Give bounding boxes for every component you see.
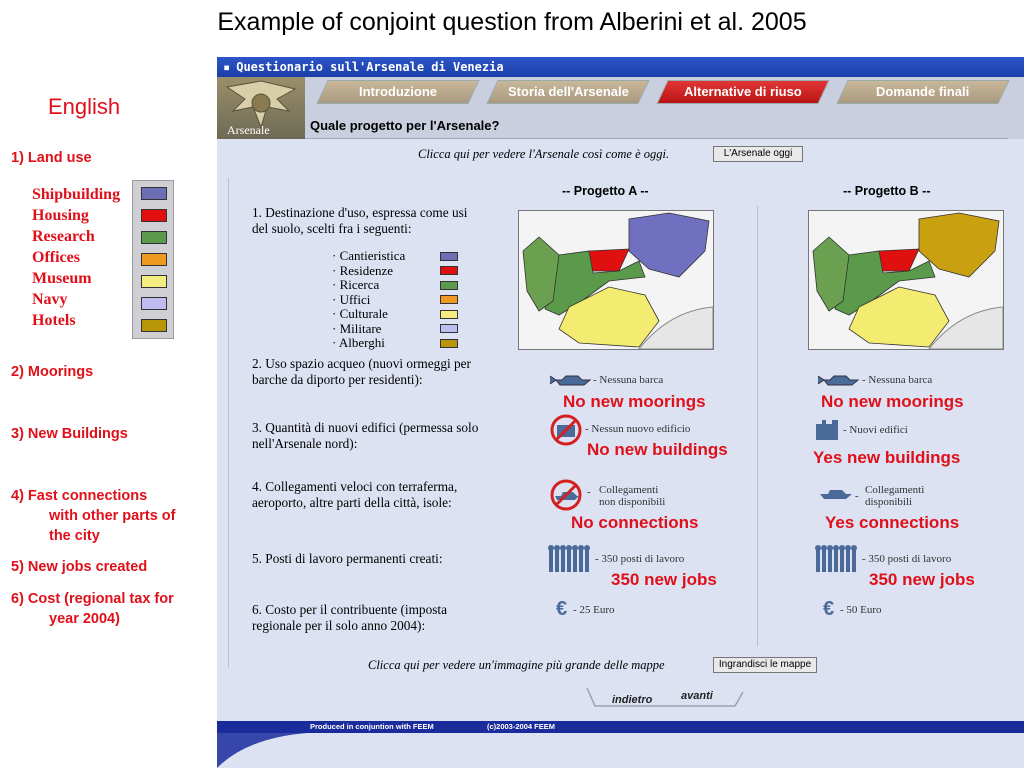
option-b-dash: - [855,490,859,502]
arsenale-oggi-button[interactable]: L'Arsenale oggi [713,146,803,162]
question-6: 6. Costo per il contribuente (imposta regionale per il solo anno 2004): [252,602,447,633]
annotation-a-moorings: No new moorings [563,392,706,411]
euro-icon: € [823,598,835,620]
annotation-b-buildings: Yes new buildings [813,448,961,467]
window-title: Questionario sull'Arsenale di Venezia [236,60,504,74]
euro-icon: € [556,598,568,620]
land-use-swatch-alberghi [440,339,458,348]
legend-swatch-offices [141,253,167,266]
section-cost-line2: year 2004) [49,611,120,627]
no-connection-icon [549,478,583,512]
workers-icon [815,544,859,572]
map-project-a [518,210,714,350]
footer-copyright: (c)2003-2004 FEEM [487,722,555,731]
legend-names [32,184,120,331]
content-left-border [228,178,229,668]
legend-swatch-navy [141,297,167,310]
annotation-b-moorings: No new moorings [821,392,964,411]
no-building-icon [549,413,583,447]
section-fast-connections-line1: 4) Fast connections [11,488,148,504]
section-moorings: 2) Moorings [11,364,94,380]
legend-name-research: Research [32,228,95,245]
tab-alternative[interactable]: Alternative di riuso [656,80,829,104]
legend-swatch-panel [132,180,174,339]
annotation-a-connections: No connections [571,513,699,532]
footer-credit: Produced in conjuntion with FEEM [310,722,434,731]
land-use-swatch-residenze [440,266,458,275]
arsenale-logo [217,77,305,139]
tab-introduzione[interactable]: Introduzione [316,80,479,104]
enlarge-prompt: Clicca qui per vedere un'immagine più grande delle mappe [368,658,665,672]
view-prompt: Clicca qui per vedere l'Arsenale così come è oggi. [418,147,670,161]
window-titlebar [217,57,1024,77]
land-use-uffici: · Uffici [332,291,371,307]
land-use-residenze: · Residenze [332,262,394,278]
annotation-b-connections: Yes connections [825,513,960,532]
logo-text: Arsenale [227,123,270,137]
legend-name-housing: Housing [32,207,89,224]
legend-name-offices: Offices [32,249,80,266]
section-fast-connections-line2: with other parts of [49,508,176,524]
question-4: 4. Collegamenti veloci con terraferma, aeroporto, altre parti della città, isole: [252,479,458,510]
option-b-jobs: - 350 posti di lavoro [862,553,952,565]
footer-curve [217,733,307,768]
annotation-a-jobs: 350 new jobs [611,570,717,589]
language-label: English [48,94,121,119]
option-a-cost: - 25 Euro [573,604,615,616]
land-use-swatch-culturale [440,310,458,319]
window-icon: ▪ [223,60,231,74]
land-use-ricerca: · Ricerca [332,277,380,292]
header-divider [305,138,1008,139]
section-land-use: 1) Land use [11,150,92,166]
legend-swatch-housing [141,209,167,222]
page-subtitle: Quale progetto per l'Arsenale? [310,118,500,133]
option-b-connections-line1: Collegamenti [865,484,925,496]
legend-swatch-research [141,231,167,244]
option-a-connections [599,484,665,508]
option-a-buildings: - Nessun nuovo edificio [585,423,691,435]
legend-swatch-hotels [141,319,167,332]
option-a-moorings: - Nessuna barca [593,374,664,386]
back-button[interactable]: indietro [612,694,653,706]
land-use-cantieristica: · Cantieristica [332,248,406,263]
project-b-heading: -- Progetto B -- [843,184,931,198]
map-project-b [808,210,1004,350]
option-a-jobs: - 350 posti di lavoro [595,553,685,565]
section-new-jobs: 5) New jobs created [11,559,148,575]
tab-storia[interactable]: Storia dell'Arsenale [486,80,649,104]
legend-name-hotels: Hotels [32,312,76,329]
section-cost [11,589,174,629]
nav-tabs-shape [585,686,745,710]
ingrandisci-mappe-button[interactable]: Ingrandisci le mappe [713,657,817,673]
land-use-list [332,249,405,351]
section-cost-line1: 6) Cost (regional tax for [11,591,174,607]
legend-name-shipbuilding: Shipbuilding [32,186,121,203]
option-b-buildings: - Nuovi edifici [843,424,908,436]
land-use-swatch-militare [440,324,458,333]
land-use-swatch-uffici [440,295,458,304]
land-use-swatch-ricerca [440,281,458,290]
option-b-connections-line2: disponibili [865,496,913,508]
section-fast-connections [11,486,175,546]
next-button[interactable]: avanti [681,690,713,702]
fast-boat-icon [818,488,854,500]
land-use-militare: · Militare [332,320,382,336]
section-fast-connections-line3: the city [49,528,100,544]
question-1: 1. Destinazione d'uso, espressa come usi del suolo, scelti fra i seguenti: [252,205,468,236]
annotation-a-buildings: No new buildings [587,440,728,459]
question-2: 2. Uso spazio acqueo (nuovi ormeggi per barche da diporto per residenti): [252,356,471,387]
legend-name-museum: Museum [32,270,92,287]
option-a-connections-line1: Collegamenti [599,484,659,496]
boat-icon [816,374,860,386]
column-divider [757,206,758,646]
option-b-cost: - 50 Euro [840,604,882,616]
project-a-heading: -- Progetto A -- [562,184,649,198]
section-new-buildings: 3) New Buildings [11,426,128,442]
land-use-alberghi: · Alberghi [332,335,385,350]
land-use-culturale: · Culturale [332,306,388,321]
option-a-dash: - [587,486,591,498]
question-3: 3. Quantità di nuovi edifici (permessa solo nell'Arsenale nord): [252,420,479,451]
option-a-connections-line2: non disponibili [599,496,666,508]
legend-swatch-shipbuilding [141,187,167,200]
option-b-connections [865,484,924,508]
building-icon [814,420,840,440]
question-5: 5. Posti di lavoro permanenti creati: [252,551,443,566]
slide-title: Example of conjoint question from Alberini et al. 2005 [217,8,807,36]
annotation-b-jobs: 350 new jobs [869,570,975,589]
land-use-swatch-cantieristica [440,252,458,261]
option-b-moorings: - Nessuna barca [862,374,933,386]
workers-icon [548,544,592,572]
legend-name-navy: Navy [32,291,68,308]
tab-domande[interactable]: Domande finali [836,80,1009,104]
legend-swatch-museum [141,275,167,288]
boat-icon [548,374,592,386]
